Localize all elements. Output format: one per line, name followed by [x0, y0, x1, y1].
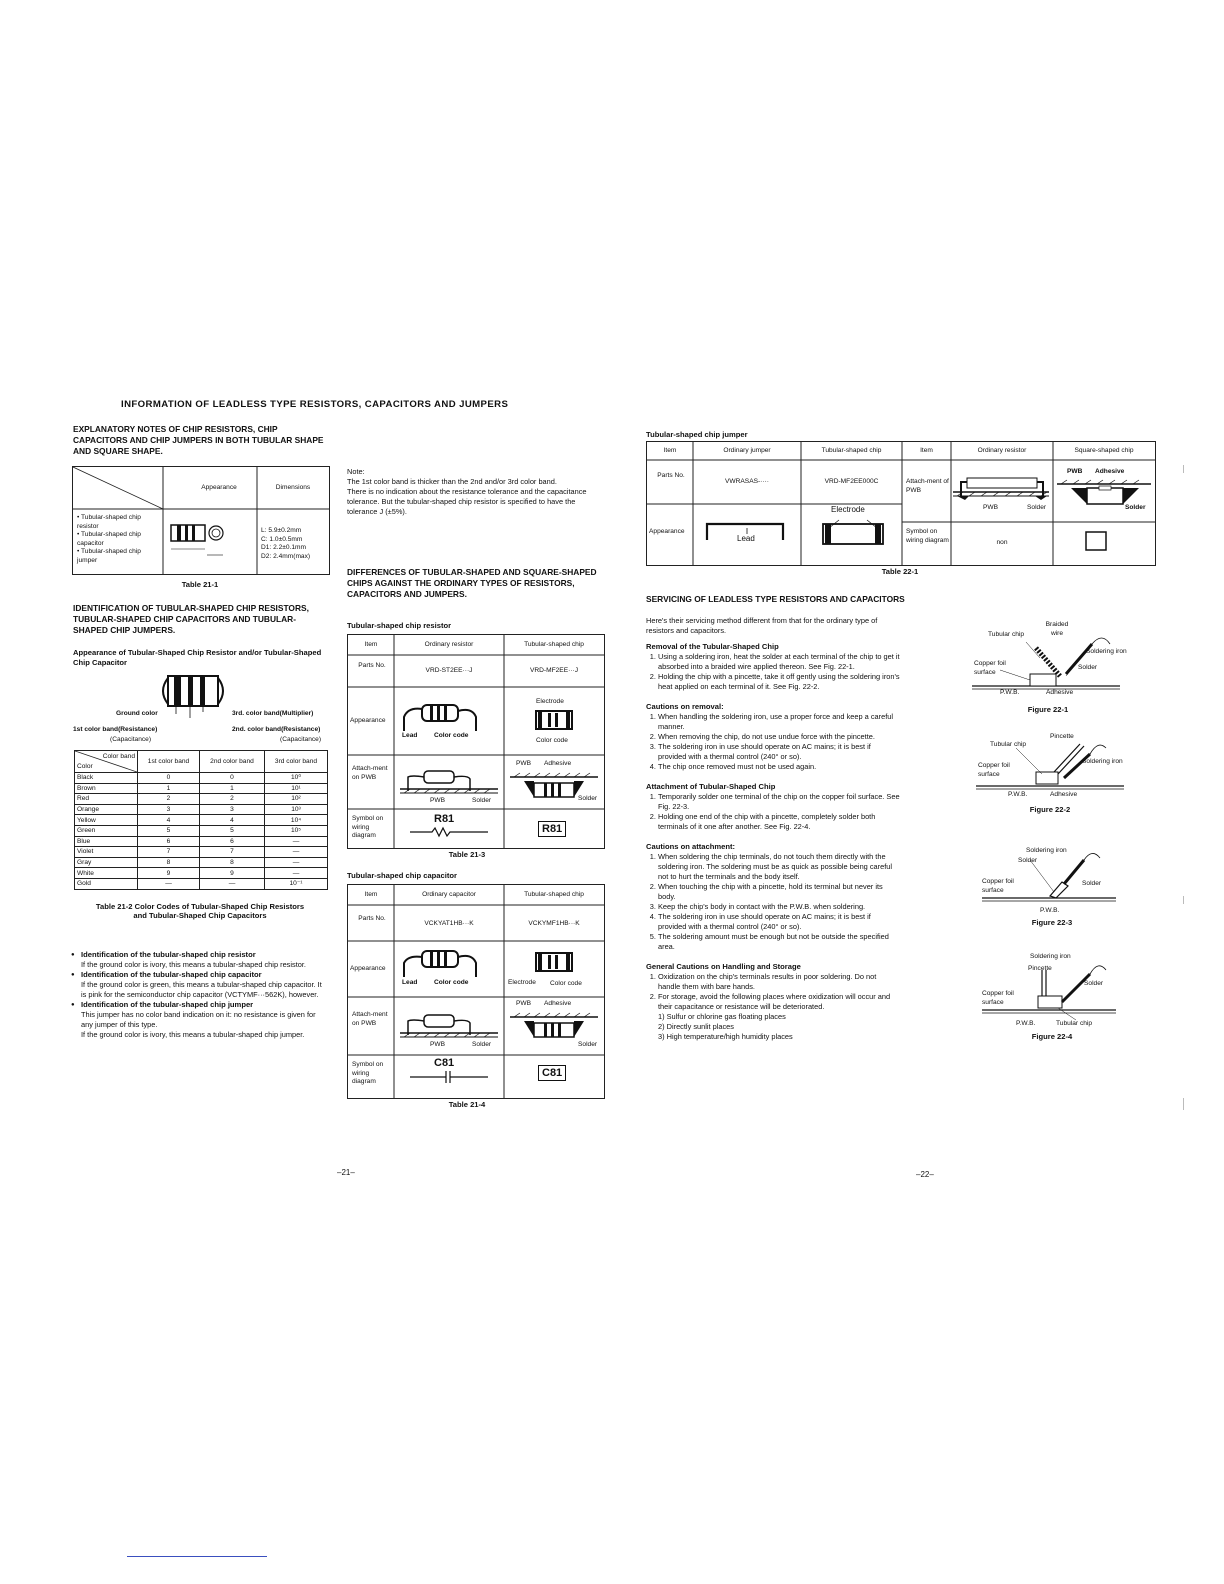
copper-foil-label: Copper foil surface — [978, 762, 1010, 778]
storage-places — [646, 1012, 900, 1042]
item-jumper: • Tubular-shaped chip jumper — [77, 548, 141, 564]
figure-22-1-caption: Figure 22-1 — [1027, 705, 1069, 714]
pwb-label: P.W.B. — [1016, 1020, 1036, 1027]
band-value-cell: — — [264, 836, 327, 847]
second-band-sub: (Capacitance) — [280, 736, 322, 743]
row-attach: Attach-ment on PWB — [352, 1011, 388, 1027]
general-heading: General Cautions on Handling and Storage — [646, 962, 801, 971]
symbol-box-text: R81 — [538, 821, 566, 837]
table-22-1-caption: Table 22-1 — [881, 567, 919, 576]
soldering-iron-label: Soldering iron — [1030, 953, 1071, 960]
col-item: Item — [663, 447, 677, 454]
color-name-cell: Violet — [75, 847, 138, 858]
caution-item: 4. The soldering iron in use should operate on AC mains; it is best if provided with a thermal control (240° or so). — [658, 912, 900, 932]
band-value-cell: — — [138, 878, 200, 889]
note-line-2: There is no indication about the resistance tolerance and the capacitance tolerance. But the tubular-shaped chip resistor is specified to have the tolerance J (±5%). — [347, 487, 587, 516]
electrode-label: Electrode — [536, 698, 564, 705]
table-21-1 — [72, 466, 330, 575]
figure-22-4 — [980, 952, 1150, 1048]
color-name-cell: Yellow — [75, 815, 138, 826]
band-value-cell: 4 — [200, 815, 265, 826]
col-chip: Tubular-shaped chip — [524, 891, 584, 898]
color-code-row — [75, 815, 328, 826]
band-value-cell: 6 — [138, 836, 200, 847]
cautions-removal — [646, 712, 900, 772]
band-value-cell: 10⁵ — [264, 825, 327, 836]
color-code-row — [75, 794, 328, 805]
row-parts: Parts No. — [358, 662, 386, 669]
ground-color-label: Ground color — [116, 710, 158, 717]
caption-line2: and Tubular-Shaped Chip Capacitors — [133, 911, 267, 920]
table-22-1 — [646, 441, 1156, 566]
col-item-2: Item — [920, 447, 933, 454]
col-square-chip: Square-shaped chip — [1074, 447, 1134, 454]
bullet-body: If the ground color is green, this means a tubular-shaped chip capacitor. It is pink for the semiconductor chip capacitor (VCTYMF···562K), however. — [81, 980, 322, 999]
soldering-iron-label: Soldering iron — [1026, 847, 1067, 854]
cautions-removal-heading: Cautions on removal: — [646, 702, 724, 711]
solder-label-2: Solder — [578, 1041, 598, 1048]
color-name-cell: White — [75, 868, 138, 879]
attachment-step: 1. Temporarily solder one terminal of the chip on the copper foil surface. See Fig. 22-3. — [658, 792, 900, 812]
pwb-label: PWB — [430, 797, 446, 804]
color-code-label-2: Color code — [550, 980, 582, 987]
band-value-cell: 7 — [200, 847, 265, 858]
table-21-2-caption — [72, 902, 328, 920]
band-value-cell: 3 — [138, 804, 200, 815]
pincette-label: Pincette — [1028, 965, 1052, 972]
band-value-cell: — — [264, 857, 327, 868]
caution-item: 1. When handling the soldering iron, use a proper force and keep a careful manner. — [658, 712, 900, 732]
band-value-cell: 4 — [138, 815, 200, 826]
electrode-label: Electrode — [508, 979, 536, 986]
first-band-sub: (Capacitance) — [110, 736, 152, 743]
band-value-cell: 5 — [138, 825, 200, 836]
adhesive-label: Adhesive — [1095, 468, 1125, 475]
servicing-heading: SERVICING OF LEADLESS TYPE RESISTORS AND CAPACITORS — [646, 594, 905, 604]
part-chip: VRD-MF2EE···J — [530, 667, 578, 674]
band-value-cell: 5 — [200, 825, 265, 836]
color-code-rows — [75, 773, 328, 890]
lead-label: Lead — [402, 732, 418, 739]
band-value-cell: 6 — [200, 836, 265, 847]
band-value-cell: — — [264, 868, 327, 879]
tubular-chip-label: Tubular chip — [1056, 1020, 1093, 1027]
col-ordinary-resistor: Ordinary resistor — [977, 447, 1027, 454]
row-appearance: Appearance — [649, 528, 685, 535]
general-step: 2. For storage, avoid the following places where oxidization will occur and their capacitance or resistance will be deteriorated. — [658, 992, 900, 1012]
symbol-box-text: C81 — [538, 1065, 566, 1081]
figure-22-2-caption: Figure 22-2 — [1029, 805, 1071, 814]
color-code-row — [75, 868, 328, 879]
lead-label: Lead — [737, 534, 755, 543]
table-21-4 — [347, 884, 605, 1099]
band-value-cell: 10¹ — [264, 783, 327, 794]
table-21-1-caption: Table 21-1 — [181, 580, 219, 589]
color-name-cell: Red — [75, 794, 138, 805]
band-value-cell: — — [200, 878, 265, 889]
band-value-cell: 0 — [138, 773, 200, 784]
figure-22-3-caption: Figure 22-3 — [1031, 918, 1073, 927]
symbol-text: R81 — [434, 813, 455, 825]
part-chip: VCKYMF1HB···K — [528, 920, 580, 927]
dim-d2: D2: 2.4mm(max) — [261, 552, 311, 560]
solder-label: Solder — [472, 797, 492, 804]
symbol-box — [538, 819, 566, 837]
color-name-cell: Green — [75, 825, 138, 836]
caution-item: 2. When touching the chip with a pincette, hold its terminal but never its body. — [658, 882, 900, 902]
corner-top: Color band — [102, 753, 135, 760]
intro-text: Here's their servicing method different from that for the ordinary type of resistors and capacitors. — [646, 616, 878, 635]
row-appearance: Appearance — [350, 717, 386, 724]
caution-item: 3. Keep the chip's body in contact with the P.W.B. when soldering. — [658, 902, 900, 912]
item-capacitor: • Tubular-shaped chip capacitor — [77, 531, 141, 547]
band-value-cell: 9 — [138, 868, 200, 879]
row-appearance: Appearance — [350, 965, 386, 972]
caution-item: 2. When removing the chip, do not use undue force with the pincette. — [658, 732, 900, 742]
removal-heading: Removal of the Tubular-Shaped Chip — [646, 642, 779, 651]
figure-22-1 — [970, 618, 1140, 718]
table-21-1-items — [77, 514, 161, 565]
col-ordinary: Ordinary capacitor — [422, 891, 476, 898]
row-symbol: Symbol on wiring diagram — [906, 528, 949, 544]
solder-label: Solder — [1027, 504, 1047, 511]
band-value-cell: 8 — [200, 857, 265, 868]
caution-item: 1. When soldering the chip terminals, do not touch them directly with the soldering iron. The soldering must be as quick as possible being careful not to hurt the terminals and the body itself. — [658, 852, 900, 882]
identification-bullets — [71, 950, 328, 1040]
color-code-row — [75, 847, 328, 858]
color-code-row — [75, 836, 328, 847]
copper-foil-label: Copper foil surface — [982, 878, 1014, 894]
part-ordinary: VRD-ST2EE···J — [425, 667, 473, 674]
band-value-cell: 9 — [200, 868, 265, 879]
adhesive-label: Adhesive — [1046, 689, 1074, 696]
bullet-title: ● Identification of the tubular-shaped chip capacitor — [81, 970, 262, 979]
band-value-cell: 7 — [138, 847, 200, 858]
col-tubular-chip: Tubular-shaped chip — [821, 447, 882, 454]
differences-heading: DIFFERENCES OF TUBULAR-SHAPED AND SQUARE-SHAPED CHIPS AGAINST THE ORDINARY TYPES OF RESISTORS, CAPACITORS AND JUMPERS. — [347, 567, 597, 599]
soldering-iron-label: Soldering iron — [1086, 648, 1127, 655]
row-attach: Attach-ment of PWB — [906, 478, 949, 494]
storage-place: 2) Directly sunlit places — [658, 1022, 734, 1031]
band-value-cell: — — [264, 847, 327, 858]
note-label: Note: — [347, 467, 365, 476]
col-header-3: 3rd color band — [264, 751, 327, 773]
copper-foil-label: Copper foil surface — [974, 660, 1006, 676]
cautions-attachment-heading: Cautions on attachment: — [646, 842, 736, 851]
color-code-row — [75, 783, 328, 794]
explanatory-heading: EXPLANATORY NOTES OF CHIP RESISTORS, CHIP CAPACITORS AND CHIP JUMPERS IN BOTH TUBULAR SHAPE AND SQUARE SHAPE. — [73, 424, 324, 456]
corner-bottom: Color — [77, 763, 93, 770]
general-step: 1. Oxidization on the chip's terminals results in poor soldering. Do not handle them with bare hands. — [658, 972, 900, 992]
removal-steps — [646, 652, 900, 692]
appearance-header: Appearance — [201, 484, 237, 491]
band-value-cell: 0 — [200, 773, 265, 784]
pwb-label: PWB — [430, 1041, 446, 1048]
pincette-label: Pincette — [1050, 733, 1074, 740]
color-name-cell: Gold — [75, 878, 138, 889]
band-value-cell: 10² — [264, 794, 327, 805]
cautions-attachment — [646, 852, 900, 952]
pwb-label: P.W.B. — [1040, 907, 1060, 914]
dimensions-values — [261, 527, 327, 561]
symbol-text: C81 — [434, 1057, 455, 1069]
attachment-heading: Attachment of Tubular-Shaped Chip — [646, 782, 776, 791]
band-value-cell: 10⁰ — [264, 773, 327, 784]
page-title: INFORMATION OF LEADLESS TYPE RESISTORS, CAPACITORS AND JUMPERS — [121, 399, 509, 410]
col-ordinary-jumper: Ordinary jumper — [723, 447, 771, 454]
first-band-label: 1st color band(Resistance) — [73, 726, 158, 733]
resistor-table-title: Tubular-shaped chip resistor — [347, 621, 452, 630]
col-header-2: 2nd color band — [200, 751, 265, 773]
third-band-label: 3rd. color band(Multiplier) — [232, 710, 314, 717]
row-parts: Parts No. — [358, 915, 386, 922]
row-symbol: Symbol on wiring diagram — [352, 815, 384, 839]
color-code-row — [75, 825, 328, 836]
braided-wire-label: Braided wire — [1045, 621, 1069, 637]
servicing-text — [646, 616, 900, 1042]
lead-label: Lead — [402, 979, 418, 986]
caution-item: 4. The chip once removed must not be used again. — [658, 762, 900, 772]
band-value-cell: 8 — [138, 857, 200, 868]
band-value-cell: 2 — [200, 794, 265, 805]
row-attach: Attach-ment on PWB — [352, 765, 388, 781]
symbol-box — [538, 1063, 566, 1081]
part-ordinary-jumper: VWRASAS-···· — [725, 478, 769, 485]
dim-d1: D1: 2.2±0.1mm — [261, 544, 307, 551]
color-code-row — [75, 857, 328, 868]
solder-label-2: Solder — [1125, 504, 1146, 511]
color-code-label: Color code — [434, 979, 469, 986]
table-21-3-caption: Table 21-3 — [448, 850, 486, 859]
attachment-steps — [646, 792, 900, 832]
pwb-label-2: PWB — [516, 1000, 532, 1007]
note-line-1: The 1st color band is thicker than the 2nd and/or 3rd color band. — [347, 477, 557, 486]
color-name-cell: Orange — [75, 804, 138, 815]
scan-mark — [1183, 1098, 1184, 1110]
col-item: Item — [364, 891, 378, 898]
color-code-row — [75, 878, 328, 889]
copper-foil-label: Copper foil surface — [982, 990, 1014, 1006]
soldering-iron-label: Soldering iron — [1082, 758, 1123, 765]
solder-label: Solder — [1082, 880, 1102, 887]
scan-mark — [1183, 465, 1184, 473]
scan-mark — [1183, 896, 1184, 904]
adhesive-label: Adhesive — [544, 760, 572, 767]
color-name-cell: Blue — [75, 836, 138, 847]
note-block — [347, 467, 603, 517]
bullet-body: This jumper has no color band indication on it: no resistance is given for any jumper of this type. — [81, 1010, 316, 1029]
color-code-label: Color code — [434, 732, 469, 739]
bullet-title: ● Identification of the tubular-shaped chip resistor — [81, 950, 256, 959]
storage-place: 1) Sulfur or chlorine gas floating places — [658, 1012, 786, 1021]
bullet-resistor — [71, 950, 328, 970]
table-21-4-caption: Table 21-4 — [448, 1100, 486, 1109]
caution-item: 5. The soldering amount must be enough but not be outside the specified area. — [658, 932, 900, 952]
bullet-jumper — [71, 1000, 328, 1040]
electrode-label: Electrode — [831, 505, 865, 514]
band-value-cell: 3 — [200, 804, 265, 815]
bullet-body-2: If the ground color is ivory, this means a tubular-shaped chip jumper. — [81, 1030, 305, 1039]
color-code-row — [75, 804, 328, 815]
capacitor-table-title: Tubular-shaped chip capacitor — [347, 871, 457, 880]
band-value-cell: 2 — [138, 794, 200, 805]
pwb-label-2: PWB — [1067, 468, 1083, 475]
figure-22-3 — [980, 846, 1150, 928]
table-22-1-grid — [647, 442, 1155, 565]
page-number-21: –21– — [337, 1168, 355, 1177]
symbol-non: non — [996, 539, 1008, 546]
solder-label: Solder — [472, 1041, 492, 1048]
col-chip: Tubular-shaped chip — [524, 641, 584, 648]
caption-line1: Table 21-2 Color Codes of Tubular-Shaped Chip Resistors — [95, 902, 305, 911]
col-item: Item — [364, 641, 378, 648]
appearance-heading: Appearance of Tubular-Shaped Chip Resistor and/or Tubular-Shaped Chip Capacitor — [73, 648, 322, 667]
pwb-label: P.W.B. — [1008, 791, 1028, 798]
table-21-3 — [347, 634, 605, 849]
item-resistor: • Tubular-shaped chip resistor — [77, 514, 141, 530]
band-value-cell: 1 — [138, 783, 200, 794]
tubular-chip-label: Tubular chip — [990, 741, 1027, 748]
figure-22-2 — [974, 730, 1144, 816]
table-21-2 — [74, 750, 328, 890]
color-name-cell: Brown — [75, 783, 138, 794]
row-symbol: Symbol on wiring diagram — [352, 1061, 384, 1085]
solder-top-label: Solder — [1018, 857, 1038, 864]
tubular-chip-label: Tubular chip — [988, 631, 1025, 638]
solder-label-2: Solder — [578, 795, 598, 802]
bullet-body: If the ground color is ivory, this means a tubular-shaped chip resistor. — [81, 960, 306, 969]
pwb-label: P.W.B. — [1000, 689, 1020, 696]
part-ordinary: VCKYAT1HB···K — [424, 920, 474, 927]
solder-label: Solder — [1084, 980, 1104, 987]
caution-item: 3. The soldering iron in use should operate on AC mains; it is best if provided with a thermal control (240° or so). — [658, 742, 900, 762]
adhesive-label: Adhesive — [1050, 791, 1078, 798]
figure-22-4-caption: Figure 22-4 — [1031, 1032, 1073, 1041]
dim-l: L: 5.9±0.2mm — [261, 527, 302, 534]
attachment-step: 2. Holding one end of the chip with a pincette, completely solder both terminals of it one after another. See Fig. 22-4. — [658, 812, 900, 832]
pwb-label-2: PWB — [516, 760, 532, 767]
adhesive-label: Adhesive — [544, 1000, 572, 1007]
removal-step: 1. Using a soldering iron, heat the solder at each terminal of the chip to get it absorbed into a braided wire applied thereon. See Fig. 22-1. — [658, 652, 900, 672]
band-value-cell: 1 — [200, 783, 265, 794]
color-code-row — [75, 773, 328, 784]
band-value-cell: 10³ — [264, 804, 327, 815]
dimensions-header: Dimensions — [275, 484, 311, 491]
band-value-cell: 10⁴ — [264, 815, 327, 826]
color-name-cell: Gray — [75, 857, 138, 868]
identification-heading: IDENTIFICATION OF TUBULAR-SHAPED CHIP RESISTORS, TUBULAR-SHAPED CHIP CAPACITORS AND TUBULAR-SHAPED CHIP JUMPERS. — [73, 603, 309, 635]
col-header-1: 1st color band — [138, 751, 200, 773]
part-chip-jumper: VRD-MF2EE000C — [824, 478, 879, 485]
bullet-title: ● Identification of the tubular-shaped chip jumper — [81, 1000, 254, 1009]
solder-label: Solder — [1078, 664, 1098, 671]
second-band-label: 2nd. color band(Resistance) — [232, 726, 321, 733]
dim-c: C: 1.0±0.5mm — [261, 535, 303, 543]
storage-place: 3) High temperature/high humidity places — [658, 1032, 793, 1041]
pwb-label: PWB — [983, 504, 999, 511]
scan-line — [127, 1556, 267, 1557]
general-steps — [646, 972, 900, 1012]
page-number-22: –22– — [916, 1170, 934, 1179]
row-parts: Parts No. — [657, 472, 685, 479]
corner-cell — [75, 751, 138, 773]
color-name-cell: Black — [75, 773, 138, 784]
jumper-table-title: Tubular-shaped chip jumper — [646, 430, 748, 439]
band-value-cell: 10⁻¹ — [264, 878, 327, 889]
color-code-label-2: Color code — [536, 737, 568, 744]
removal-step: 2. Holding the chip with a pincette, take it off gently using the soldering iron's heat applied on each terminal of it. See Fig. 22-2. — [658, 672, 900, 692]
col-ordinary: Ordinary resistor — [424, 641, 474, 648]
bullet-capacitor — [71, 970, 328, 1000]
